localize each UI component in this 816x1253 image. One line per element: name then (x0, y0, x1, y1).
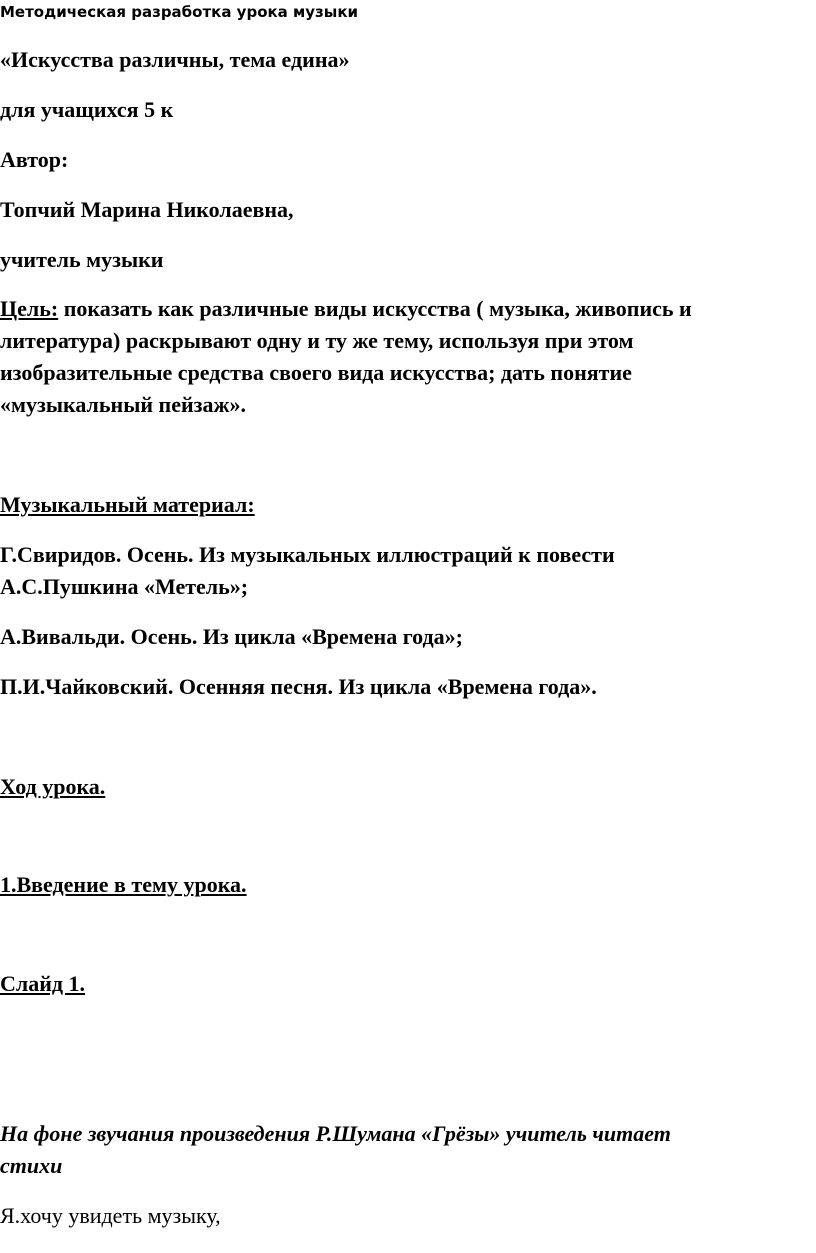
section-1-heading: 1.Введение в тему урока. (0, 872, 247, 897)
author-role: учитель музыки (0, 247, 164, 272)
instruction-line-1: На фоне звучания произведения Р.Шумана «Грёзы» учитель читает (0, 1121, 671, 1146)
slide-1-heading: Слайд 1. (0, 971, 86, 996)
audience-line: для учащихся 5 к (0, 97, 174, 122)
lesson-plan-heading: Ход урока. (0, 774, 106, 799)
poem-line-1: Я.хочу увидеть музыку, (0, 1203, 221, 1228)
music-item-1-line-2: А.С.Пушкина «Метель»; (0, 574, 249, 599)
document-header: Методическая разработка урока музыки (0, 3, 359, 21)
instruction-line-2: стихи (0, 1153, 63, 1178)
music-item-2: А.Вивальди. Осень. Из цикла «Времена года»; (0, 624, 463, 649)
author-label: Автор: (0, 147, 69, 172)
goal-text-3: изобразительные средства своего вида искусства; дать понятие (0, 360, 632, 385)
music-item-1-line-1: Г.Свиридов. Осень. Из музыкальных иллюстраций к повести (0, 542, 615, 567)
author-name: Топчий Марина Николаевна, (0, 197, 294, 222)
goal-text-1: показать как различные виды искусства ( музыка, живопись и (58, 296, 692, 321)
music-item-3: П.И.Чайковский. Осенняя песня. Из цикла «Времена года». (0, 674, 597, 699)
goal-line-1 (0, 293, 692, 325)
music-material-heading: Музыкальный материал: (0, 492, 255, 517)
goal-label: Цель: (0, 296, 59, 321)
lesson-title: «Искусства различны, тема едина» (0, 47, 350, 72)
goal-text-4: «музыкальный пейзаж». (0, 392, 246, 417)
goal-text-2: литература) раскрывают одну и ту же тему, используя при этом (0, 328, 634, 353)
